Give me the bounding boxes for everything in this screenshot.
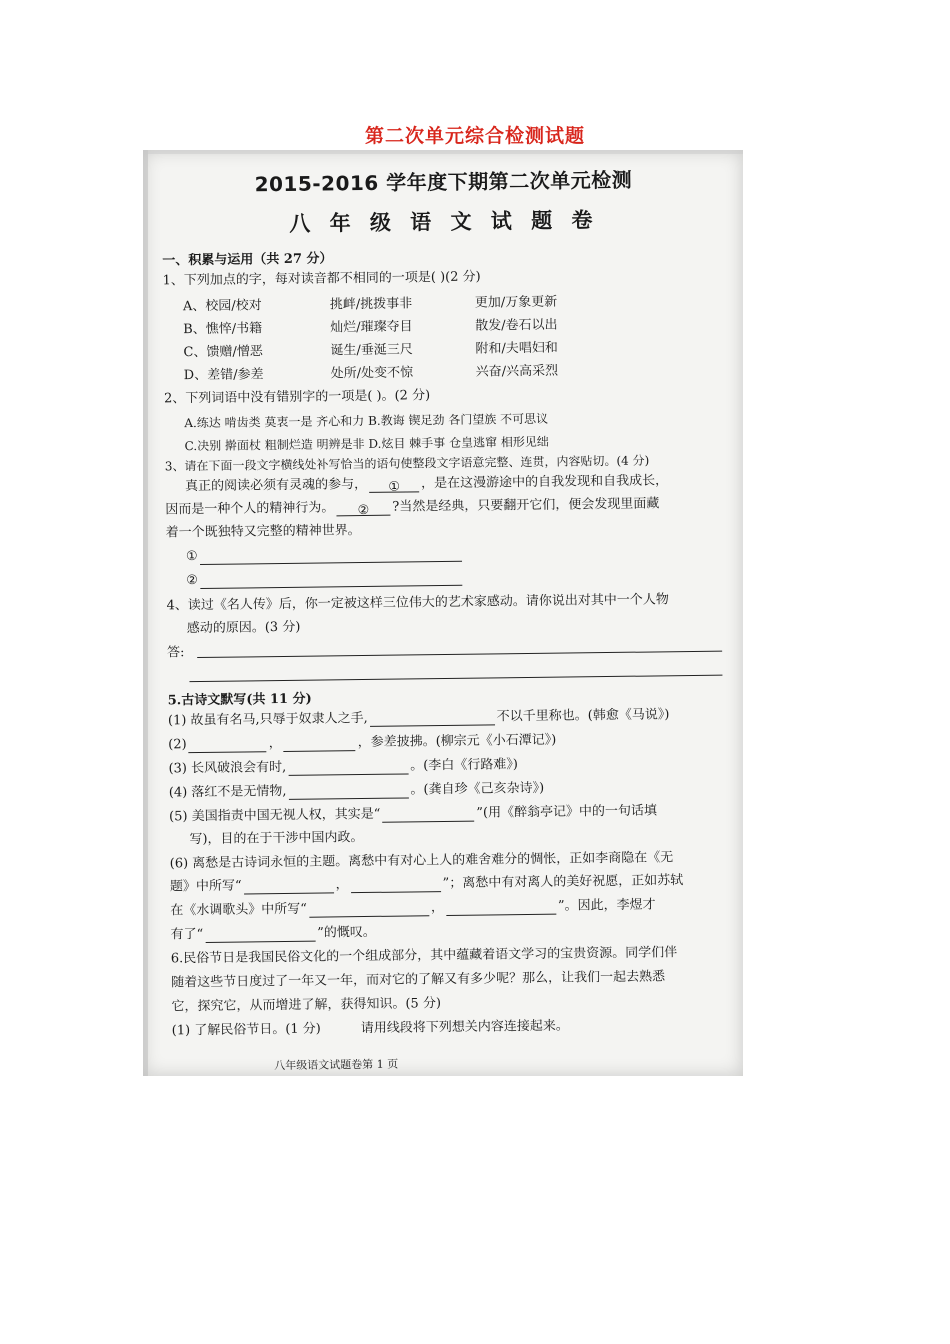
q3-answer-1-line[interactable] — [200, 549, 462, 565]
exam-paper — [143, 150, 743, 1076]
q4-answer-label: 答: — [167, 645, 185, 661]
q5-item-6-blank-4[interactable] — [446, 902, 556, 916]
q4-stem-2: 感动的原因。(3 分) — [186, 619, 301, 637]
q2-line-1: A.练达 啃齿类 莫衷一是 齐心和力 B.教诲 锲足劲 各门望族 不可思议 — [184, 411, 549, 431]
q5-item-5-tail: ”(用《醉翁亭记》中的一句话填 — [476, 803, 658, 821]
exam-heading: 2015-2016 学年度下期第二次单元检测 — [254, 167, 633, 197]
q5-item-6-text-c: ”；离愁中有对离人的美好祝愿，正如苏轼 — [442, 873, 684, 892]
q5-item-2: (2) ， ，参差披拂。(柳宗元《小石潭记》) — [168, 732, 557, 753]
q3-answer-1-label: ① — [185, 549, 198, 565]
q1-option-a-3: 更加/万象更新 — [474, 294, 558, 311]
q1-option-b-2: 灿烂/璀璨夺目 — [330, 319, 413, 336]
q5-item-1 — [168, 707, 670, 729]
q3-answer-1 — [186, 546, 464, 565]
q5-item-1-blank[interactable] — [370, 712, 495, 727]
q1-option-a-1: A、校园/校对 — [182, 298, 262, 315]
q3-text-1: 真正的阅读必须有灵魂的参与， — [185, 476, 368, 495]
q5-item-6-text-e: ”。因此，李煜才 — [557, 897, 656, 914]
page-footer: 八年级语文试题卷第 1 页 — [274, 1057, 399, 1073]
q2-stem: 2、下列词语中没有错别字的一项是( )。(2 分) — [163, 388, 431, 407]
q5-item-2-blank-1[interactable] — [189, 739, 267, 753]
q5-item-4-tail: 。(龚自珍《己亥杂诗》) — [410, 780, 545, 798]
q1-option-d-1: D、差错/参差 — [183, 367, 264, 384]
q4-stem: 4、读过《名人传》后，你一定被这样三位伟大的艺术家感动。请你说出对其中一个人物 — [166, 592, 669, 614]
q4-answer-line-2[interactable] — [189, 675, 722, 683]
q5-item-4-text: (4) 落红不是无情物, — [168, 783, 287, 801]
q1-option-b-1: B、憔悴/书籍 — [183, 321, 263, 338]
q3-text-1b: ，是在这漫游途中的自我发现和自我成长， — [421, 473, 669, 492]
q5-item-6-text-f: 有了“ — [170, 926, 204, 943]
q1-option-d-2: 处所/处变不惊 — [330, 365, 414, 382]
q6-sub-1 — [172, 1019, 569, 1040]
q5-item-5-cont: 写)，目的在于干涉中国内政。 — [189, 830, 364, 848]
section-1-title: 一、积累与运用（共 27 分） — [162, 251, 333, 269]
q5-item-6-line-3: 在《水调歌头》中所写“ ， ”。因此，李煜才 — [170, 897, 656, 919]
q5-item-6-blank-2[interactable] — [351, 879, 441, 893]
q4-answer-line-1[interactable] — [197, 651, 722, 658]
q3-paragraph-line-2 — [165, 496, 659, 518]
q5-item-3-text: (3) 长风破浪会有时, — [168, 759, 287, 777]
q5-item-6-blank-5[interactable] — [205, 929, 315, 943]
q2-line-2: C.决别 擀面杖 粗制烂造 明辨是非 D.炫目 棘手事 仓皇逃窜 相形见绌 — [184, 434, 549, 454]
q5-item-4-blank[interactable] — [288, 785, 408, 799]
q3-paragraph-line-1 — [185, 473, 668, 495]
q5-item-6-text-g: ”的慨叹。 — [317, 924, 376, 941]
q3-answer-2 — [186, 570, 464, 589]
q3-answer-2-line[interactable] — [200, 573, 462, 589]
q1-option-a-2: 挑衅/挑拨事非 — [329, 296, 413, 313]
q1-option-b-3: 散发/卷石以出 — [475, 317, 558, 334]
q1-option-c-2: 诞生/垂涎三尺 — [330, 342, 413, 359]
q5-item-1-text: (1) 故虽有名马,只辱于奴隶人之手, — [167, 710, 368, 729]
q5-item-5-text: (5) 美国指责中国无视人权，其实是“ — [169, 806, 381, 825]
q3-answer-2-label: ② — [186, 573, 198, 589]
q5-item-6-text-b: 题》中所写“ — [169, 878, 242, 895]
q5-item-6-text-d: 在《水调歌头》中所写“ — [170, 901, 308, 919]
q5-item-6-line-2: 题》中所写“ ， ”；离愁中有对离人的美好祝愿，正如苏轼 — [169, 873, 684, 895]
q3-stem: 3、请在下面一段文字横线处补写恰当的语句使整段文字语意完整、连贯，内容贴切。(4 分) — [164, 453, 650, 474]
q5-item-1-tail: 不以千里称也。(韩愈《马说》) — [496, 707, 670, 725]
q3-blank-2[interactable]: ② — [336, 503, 390, 517]
q5-item-6-blank-3[interactable] — [309, 903, 429, 917]
q3-text-2b: ?当然是经典，只要翻开它们，便会发现里面藏 — [392, 496, 660, 515]
q5-stem: 5.古诗文默写(共 11 分) — [167, 691, 312, 709]
q5-item-6-line-4 — [170, 925, 375, 944]
q3-paragraph-line-3: 着一个既独特又完整的精神世界。 — [165, 523, 361, 541]
q5-item-6: (6) 离愁是古诗词永恒的主题。离愁中有对心上人的难舍难分的惆怅，正如李商隐在《无 — [169, 850, 674, 872]
q5-item-5-blank[interactable] — [382, 809, 474, 823]
q1-stem: 1、下列加点的字，每对读音都不相同的一项是( )(2 分) — [162, 269, 481, 289]
q1-option-c-3: 附和/夫唱妇和 — [475, 340, 558, 357]
q5-item-5 — [169, 803, 657, 825]
q5-item-2-tail: ，参差披拂。(柳宗元《小石潭记》) — [357, 732, 557, 751]
q5-item-4 — [169, 781, 545, 802]
q5-item-3-tail: 。(李白《行路难》) — [410, 757, 518, 774]
q5-item-3-blank[interactable] — [288, 761, 408, 775]
q6-stem-1: 6.民俗节日是我国民俗文化的一个组成部分，其中蕴藏着语文学习的宝贵资源。同学们伴 — [170, 945, 678, 967]
q6-stem-2: 随着这些节日度过了一年又一年，而对它的了解又有多少呢？那么，让我们一起去熟悉 — [171, 969, 666, 991]
q1-option-d-3: 兴奋/兴高采烈 — [475, 363, 559, 380]
q5-item-3 — [168, 757, 518, 777]
page-title: 第二次单元综合检测试题 — [364, 125, 585, 147]
q6-sub-1-text: (1) 了解民俗节日。(1 分) — [171, 1021, 321, 1039]
q6-stem-3: 它，探究它，从而增进了解，获得知识。(5 分) — [171, 996, 442, 1015]
q1-option-c-1: C、馈赠/憎恶 — [183, 344, 263, 361]
q5-item-2-blank-2[interactable] — [284, 738, 356, 752]
scanned-exam-page — [143, 150, 743, 1076]
q5-item-2-label: (2) — [168, 737, 187, 753]
q3-blank-1[interactable]: ① — [369, 479, 419, 493]
exam-subheading: 八 年 级 语 文 试 题 卷 — [289, 207, 599, 236]
q3-text-2: 因而是一种个人的精神行为。 — [165, 500, 335, 518]
q6-sub-1-instruction: 请用线段将下列想关内容连接起来。 — [360, 1018, 569, 1037]
q5-item-6-blank-1[interactable] — [244, 880, 334, 894]
